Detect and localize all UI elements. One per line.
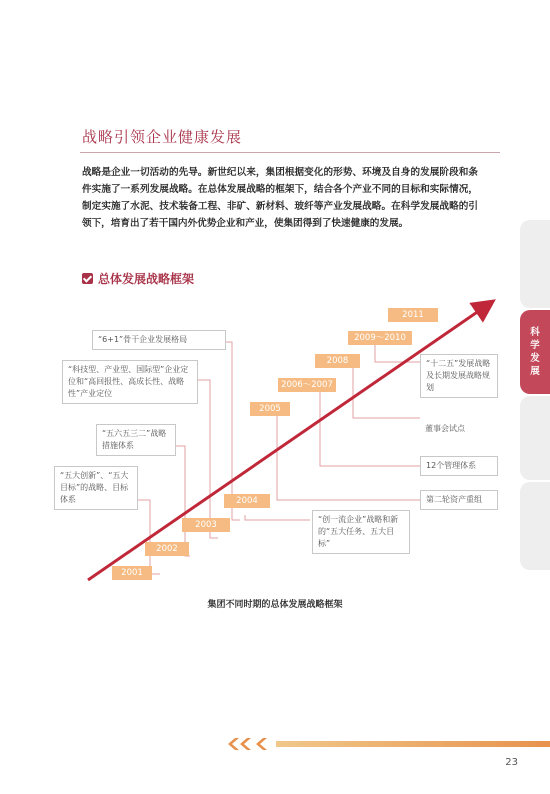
note-five-innovations: “五大创新”、“五大目标”的战略、目标体系	[54, 466, 138, 510]
year-2001: 2001	[112, 566, 152, 580]
side-tab-char: 展	[530, 366, 540, 377]
section-title-text: 总体发展战略框架	[98, 272, 195, 286]
side-tab-char: 发	[530, 353, 540, 364]
note-enterprise-positioning: “科技型、产业型、国际型”企业定位和“高回报性、高成长性、战略性”产业定位	[62, 360, 198, 404]
year-2009-2010: 2009～2010	[348, 331, 412, 345]
note-12-systems: 12个管理体系	[420, 456, 498, 476]
year-2002: 2002	[145, 542, 189, 556]
year-2004: 2004	[224, 494, 270, 508]
year-2005: 2005	[250, 402, 290, 416]
chevrons-icon	[225, 737, 275, 751]
year-2003: 2003	[182, 518, 230, 532]
note-first-class: “创一流企业”战略和新的“五大任务、五大目标”	[312, 510, 410, 554]
page-title: 战略引领企业健康发展	[82, 128, 243, 146]
diagram-caption: 集团不同时期的总体发展战略框架	[207, 600, 343, 610]
side-tab-char: 学	[530, 340, 540, 351]
note-restructuring: 第二轮资产重组	[420, 490, 498, 510]
note-board-pilot: 董事会试点	[425, 424, 465, 433]
side-tab-science-development[interactable]	[520, 310, 550, 394]
side-tab-char: 科	[530, 327, 540, 338]
page-number: 23	[505, 757, 518, 768]
note-12th-five-year: “十二五”发展战略及长期发展战略规划	[420, 354, 498, 398]
year-2006-2007: 2006～2007	[278, 378, 336, 392]
side-tab-1[interactable]	[520, 220, 550, 308]
side-tab-3[interactable]	[520, 396, 550, 480]
year-2011: 2011	[388, 308, 438, 322]
intro-paragraph: 战略是企业一切活动的先导。新世纪以来，集团根据变化的形势、环境及自身的发展阶段和条件实施了一系列发展战略。在总体发展战略的框架下，结合各个产业不同的目标和实际情况，制定实施了水泥、技术装备工程、非矿、新材料、玻纤等产业发展战略。在科学发展战略的引领下，培育出了若干国内外优势企业和产业，使集团得到了快速健康的发展。	[82, 167, 478, 229]
note-6plus1: “6+1”骨干企业发展格局	[92, 330, 226, 350]
footer-bar	[276, 741, 550, 747]
year-2008: 2008	[315, 354, 360, 368]
side-tab-4[interactable]	[520, 482, 550, 570]
note-56532: “五六五三二”战略措施体系	[96, 424, 176, 456]
